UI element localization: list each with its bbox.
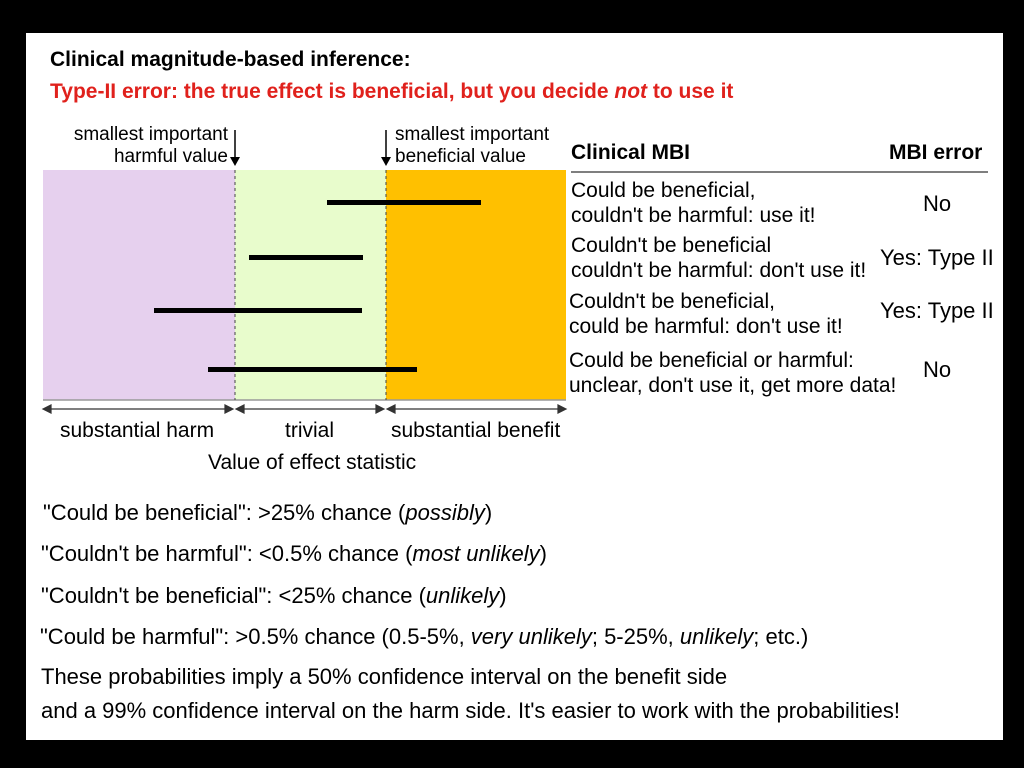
mbi-row-1 [571,178,816,228]
mbi-row-4-line2: unclear, don't use it, get more data! [569,374,897,397]
subtitle-emphasis: not [614,80,648,103]
ci-bar-3 [154,308,362,313]
mbi-row-1-decision: use it! [759,204,816,227]
mbi-row-3-decision: don't use it! [735,315,843,338]
column-header-clinical-mbi: Clinical MBI [571,141,691,164]
mbi-row-2-error: Yes: Type II [880,245,994,270]
mbi-row-4-line1: Could be beneficial or harmful: [569,349,854,372]
column-header-mbi-error: MBI error [889,141,983,164]
harmful-threshold-arrowhead [230,157,240,166]
mbi-row-2 [571,233,866,283]
mbi-row-2-decision: don't use it! [759,259,867,282]
mbi-row-2-line1: Couldn't be beneficial [571,234,772,257]
zone-range-arrows [43,405,566,413]
mbi-row-1-error: No [923,191,952,216]
mbi-row-3-error: Yes: Type II [880,298,994,323]
axis-label: Value of effect statistic [208,451,417,474]
mbi-row-1-condition: couldn't be harmful: [571,204,754,227]
beneficial-threshold-arrowhead [381,157,391,166]
mbi-row-3 [569,289,843,339]
zone-substantial-harm [43,170,235,400]
zone-label-benefit: substantial benefit [391,419,561,442]
mbi-row-4-error: No [923,357,952,382]
mbi-row-1-line1: Could be beneficial, [571,179,756,202]
subtitle-before: Type-II error: the true effect is beneficial, but you decide [50,80,615,103]
beneficial-threshold-line2: beneficial value [395,146,526,167]
ci-bar-1 [327,200,481,205]
confidence-interval-note [41,660,900,728]
definition-could-be-beneficial: "Could be beneficial": >25% chance (possibly) [43,500,493,525]
definition-could-be-harmful: "Could be harmful": >0.5% chance (0.5-5%, very unlikely; 5-25%, unlikely; etc.) [40,624,809,649]
definition-couldnt-be-beneficial: "Couldn't be beneficial": <25% chance (unlikely) [41,583,507,608]
mbi-row-4 [569,348,896,398]
definition-couldnt-be-harmful: "Couldn't be harmful": <0.5% chance (most unlikely) [41,541,547,566]
mbi-row-2-condition: couldn't be harmful: [571,259,754,282]
ci-bar-2 [249,255,363,260]
slide [26,33,1003,740]
zone-label-harm: substantial harm [60,419,215,442]
note-line2: and a 99% confidence interval on the harm side. It's easier to work with the probabilities! [41,698,900,723]
harmful-threshold-line1: smallest important [73,124,228,145]
mbi-row-3-condition: could be harmful: [569,315,731,338]
zone-label-trivial: trivial [285,419,335,442]
slide-title: Clinical magnitude-based inference: [50,48,411,71]
note-line1: These probabilities imply a 50% confidence interval on the benefit side [41,664,728,689]
harmful-threshold-line2: harmful value [113,146,228,167]
ci-bar-4 [208,367,417,372]
subtitle-after: to use it [647,80,734,103]
beneficial-threshold-line1: smallest important [395,124,550,145]
mbi-row-3-line1: Couldn't be beneficial, [569,290,775,313]
